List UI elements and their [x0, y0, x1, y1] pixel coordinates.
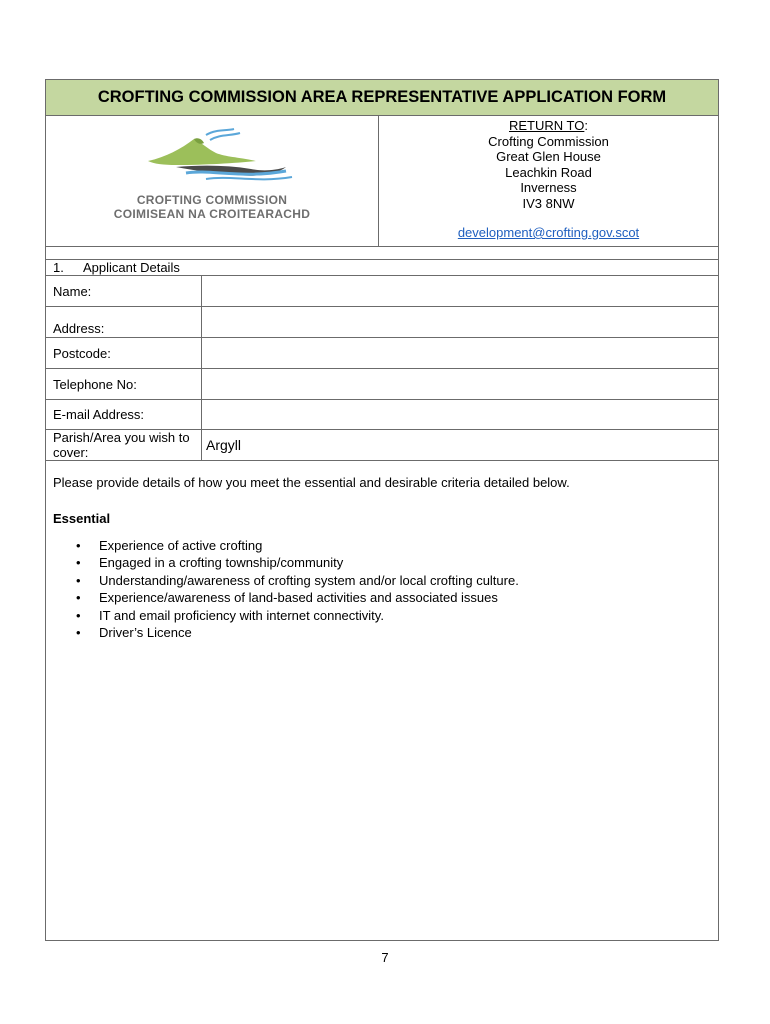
address-row: [46, 307, 718, 338]
essential-heading: Essential: [53, 511, 111, 526]
header-row: [46, 115, 718, 247]
parish-label: Parish/Area you wish to cover:: [53, 430, 190, 460]
criteria-intro: Please provide details of how you meet the essential and desirable criteria detailed below.: [53, 475, 570, 490]
essential-list: [46, 537, 519, 641]
section-number: 1.: [53, 260, 64, 275]
return-address-line: Leachkin Road: [505, 164, 592, 180]
crofting-commission-logo-icon: [146, 127, 296, 191]
logo-text-gaelic: COIMISEAN NA CROITEARACHD: [113, 207, 311, 221]
section-heading: [46, 260, 718, 276]
name-field[interactable]: [201, 276, 718, 306]
page-number: 7: [381, 950, 389, 965]
logo-cell: [46, 115, 379, 246]
logo-text-english: CROFTING COMMISSION: [136, 193, 288, 207]
email-row: [46, 400, 718, 430]
section-title: Applicant Details: [83, 260, 180, 275]
application-form: [45, 79, 719, 941]
address-field[interactable]: [201, 307, 718, 337]
list-item: • IT and email proficiency with internet connectivity.: [76, 607, 384, 623]
return-address-line: IV3 8NW: [522, 195, 575, 211]
telephone-label: Telephone No:: [53, 377, 137, 392]
return-address-line: Crofting Commission: [488, 133, 609, 149]
telephone-field[interactable]: [201, 369, 718, 399]
list-item: • Driver’s Licence: [76, 625, 192, 641]
list-item: • Understanding/awareness of crofting system and/or local crofting culture.: [76, 572, 519, 588]
postcode-row: [46, 338, 718, 369]
email-field[interactable]: [201, 400, 718, 429]
parish-field[interactable]: [201, 430, 718, 460]
email-link[interactable]: development@crofting.gov.scot: [457, 225, 640, 240]
return-to-label: RETURN TO:: [509, 118, 588, 133]
list-item: • Experience/awareness of land-based activities and associated issues: [76, 590, 498, 606]
spacer-row: [46, 246, 718, 260]
list-item: • Engaged in a crofting township/community: [76, 555, 344, 571]
return-address-line: Inverness: [520, 180, 577, 195]
form-title: CROFTING COMMISSION AREA REPRESENTATIVE APPLICATION FORM: [46, 80, 718, 116]
email-label: E-mail Address:: [53, 407, 145, 422]
name-row: [46, 276, 718, 307]
parish-row: [46, 430, 718, 461]
postcode-field[interactable]: [201, 338, 718, 368]
telephone-row: [46, 369, 718, 400]
postcode-label: Postcode:: [53, 346, 111, 361]
parish-value: Argyll: [206, 437, 242, 453]
name-label: Name:: [53, 284, 92, 299]
return-address-line: Great Glen House: [496, 149, 601, 164]
return-address-cell: [379, 115, 718, 249]
criteria-details: [46, 461, 718, 940]
address-label: Address:: [53, 321, 105, 336]
list-item: • Experience of active crofting: [76, 538, 263, 553]
